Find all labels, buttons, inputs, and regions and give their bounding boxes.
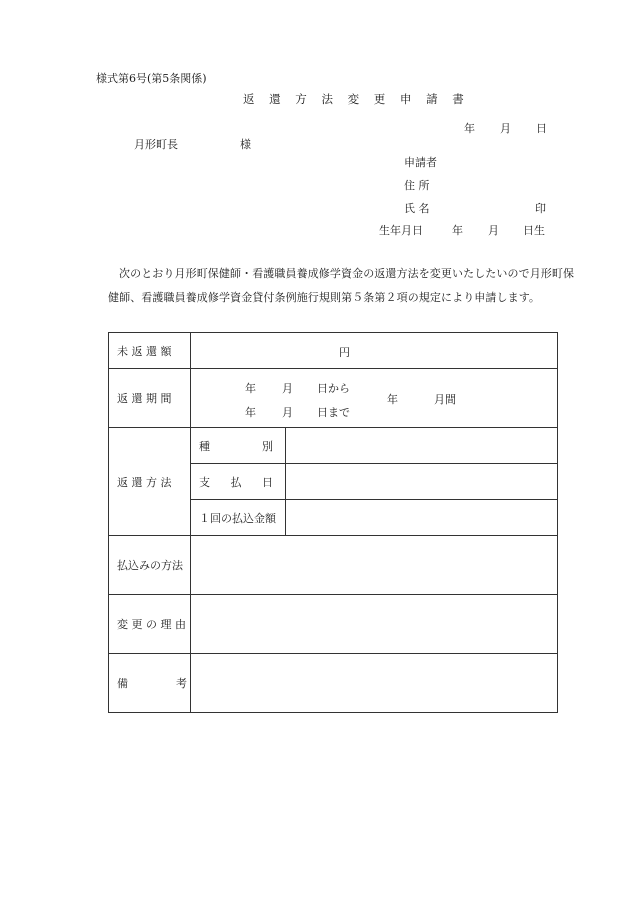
period-to-month: 月 (282, 406, 293, 419)
unreturned-label: 未 返 還 額 (117, 344, 172, 358)
birthdate-label: 生年月日 (379, 224, 423, 237)
reason-label-cell (109, 595, 191, 654)
remarks-label-cell (109, 654, 191, 713)
period-from-month: 月 (282, 382, 293, 395)
method-label-cell (109, 428, 191, 536)
remarks-label: 備 考 (117, 677, 187, 690)
date-day-label: 日 (536, 122, 547, 135)
period-to-year: 年 (245, 406, 256, 419)
name-label: 氏 名 (404, 202, 430, 215)
document-title: 返 還 方 法 変 更 申 請 書 (243, 92, 470, 106)
period-to-day: 日まで (317, 406, 350, 419)
birth-month-label: 月 (488, 224, 499, 237)
method-type-row (109, 428, 558, 464)
seal-mark: 印 (535, 202, 546, 215)
addressee-honorific: 様 (240, 138, 251, 151)
body-paragraph: 次のとおり月形町保健師・看護職員養成修学資金の返還方法を変更いたしたいので月形町保健師、看護職員養成修学資金貸付条例施行規則第５条第２項の規定により申請します。 (108, 267, 575, 304)
applicant-label: 申請者 (404, 156, 437, 169)
reason-label: 変 更 の 理 由 (117, 618, 186, 631)
payment-method-label: 払込みの方法 (117, 559, 183, 572)
method-type-value-cell[interactable] (286, 428, 558, 464)
reason-row (109, 595, 558, 654)
address-label: 住 所 (404, 179, 430, 192)
birth-day-label: 日生 (523, 224, 545, 237)
method-type-label-cell (191, 428, 286, 464)
application-table (108, 332, 558, 713)
remarks-row (109, 654, 558, 713)
period-row (109, 369, 558, 428)
method-amount-label-cell (191, 500, 286, 536)
addressee-name: 月形町長 (134, 138, 178, 151)
method-amount-value-cell[interactable] (286, 500, 558, 536)
method-payday-label-cell (191, 464, 286, 500)
payment-method-row (109, 536, 558, 595)
method-amount-label: １回の払込金額 (199, 511, 276, 525)
method-label: 返 還 方 法 (117, 475, 172, 489)
unreturned-label-cell (109, 333, 191, 369)
period-total-months: 月間 (434, 393, 456, 406)
method-type-label: 種 別 (199, 439, 273, 453)
unreturned-unit: 円 (339, 346, 350, 359)
birth-year-label: 年 (452, 224, 463, 237)
reason-value-cell[interactable] (191, 595, 558, 654)
period-label: 返 還 期 間 (117, 392, 172, 405)
method-payday-label: 支 払 日 (199, 475, 273, 489)
method-payday-value-cell[interactable] (286, 464, 558, 500)
period-from-year: 年 (245, 382, 256, 395)
date-month-label: 月 (500, 122, 511, 135)
period-total-years: 年 (387, 393, 398, 406)
date-year-label: 年 (464, 122, 475, 135)
form-number: 様式第6号(第5条関係) (96, 72, 207, 85)
period-from-day: 日から (317, 382, 350, 395)
unreturned-amount-cell[interactable] (191, 333, 558, 369)
period-label-cell (109, 369, 191, 428)
unreturned-row (109, 333, 558, 369)
payment-method-value-cell[interactable] (191, 536, 558, 595)
period-value-cell[interactable] (191, 369, 558, 428)
payment-method-label-cell (109, 536, 191, 595)
remarks-value-cell[interactable] (191, 654, 558, 713)
